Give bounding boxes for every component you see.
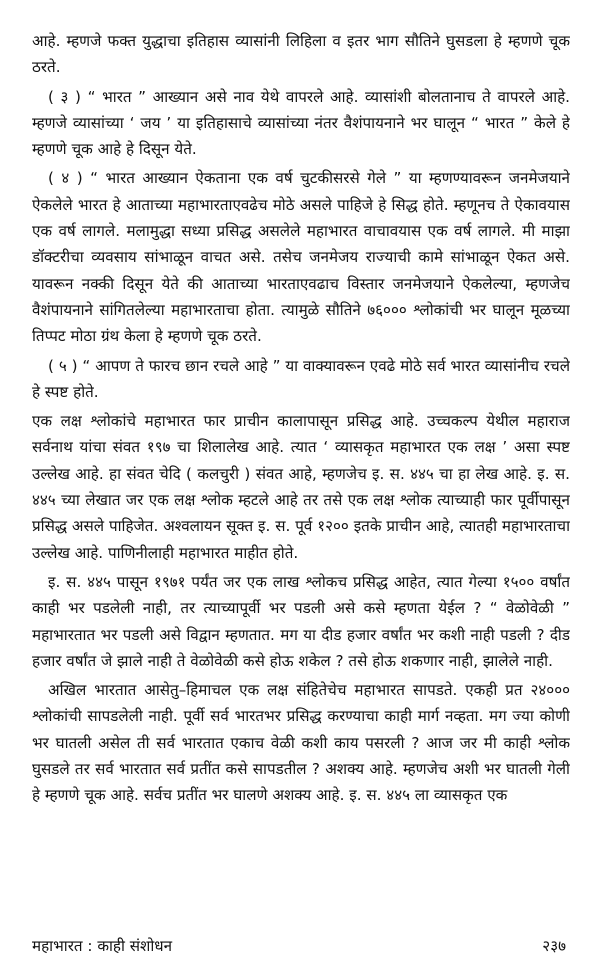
paragraph-point-3: ( ३ ) “ भारत ” आख्यान असे नाव येथे वापरले आहे. व्यासांशी बोलतानाच ते वापरले आहे. म्हणजे व्यासांच्या ‘ जय ’ या इतिहासाचे व्यासांच्या नंतर वैशंपायनाने भर घालून “ भारत ” केले हे म्हणणे चूक आहे हे दिसून येते.: [32, 87, 570, 159]
paragraph-point-5: ( ५ ) “ आपण ते फारच छान रचले आहे ” या वाक्यावरून एवढे मोठे सर्व भारत व्यासांनीच रचले हे स्पष्ट होते.: [32, 356, 570, 401]
paragraph-since-445: इ. स. ४४५ पासून १९७१ पर्यंत जर एक लाख श्लोकच प्रसिद्ध आहेत, त्यात गेल्या १५०० वर्षांत काही भर पडलेली नाही, तर त्याच्यापूर्वी भर पडली असे कसे म्हणता येईल ? “ वेळोवेळी ” महाभारतात भर पडली असे विद्वान म्हणतात. मग या दीड हजार वर्षांत भर कशी नाही पडली ? दीड हजार वर्षांत जे झाले नाही ते वेळोवेळी कसे होऊ शकेल ? तसे होऊ शकणार नाही, झालेले नाही.: [32, 572, 570, 670]
page-body: [32, 28, 570, 933]
paragraph-continuation: आहे. म्हणजे फक्त युद्धाचा इतिहास व्यासांनी लिहिला व इतर भाग सौतिने घुसडला हे म्हणणे चूक ठरते.: [32, 32, 570, 77]
paragraph-one-lakh-verses: एक लक्ष श्लोकांचे महाभारत फार प्राचीन कालापासून प्रसिद्ध आहे. उच्चकल्प येथील महाराज सर्वनाथ यांचा संवत १९७ चा शिलालेख आहे. त्यात ‘ व्यासकृत महाभारत एक लक्ष ’ असा स्पष्ट उल्लेख आहे. हा संवत चेदि ( कलचुरी ) संवत आहे, म्हणजेच इ. स. ४४५ चा हा लेख आहे. इ. स. ४४५ च्या लेखात जर एक लक्ष श्लोक म्हटले आहे तर तसे एक लक्ष श्लोक त्याच्याही फार पूर्वीपासून प्रसिद्ध असले पाहिजेत. अश्वलायन सूक्त इ. स. पूर्व १२०० इतके प्राचीन आहे, त्यातही महाभारताचा उल्लेख आहे. पाणिनीलाही महाभारत माहीत होते.: [32, 412, 570, 562]
running-title: महाभारत : काही संशोधन: [32, 937, 173, 955]
page-number: २३७: [542, 937, 566, 955]
paragraph-all-india: अखिल भारतात आसेतु–हिमाचल एक लक्ष संहितेचेच महाभारत सापडते. एकही प्रत २४००० श्लोकांची सापडलेली नाही. पूर्वी सर्व भारतभर प्रसिद्ध करण्याचा काही मार्ग नव्हता. मग ज्या कोणी भर घातली असेल ती सर्व भारतात एकाच वेळी कशी काय पसरली ? आज जर मी काही श्लोक घुसडले तर सर्व भारतात सर्व प्रतींत कसे सापडतील ? अशक्य आहे. म्हणजेच अशी भर घातली गेली हे म्हणणे चूक आहे. सर्वच प्रतींत भर घालणे अशक्य आहे. इ. स. ४४५ ला व्यासकृत एक: [32, 681, 570, 805]
page-footer: [32, 933, 566, 959]
paragraph-point-4: ( ४ ) “ भारत आख्यान ऐकताना एक वर्ष चुटकीसरसे गेले ” या म्हणण्यावरून जनमेजयाने ऐकलेले भारत हे आताच्या महाभारताएवढेच मोठे असले पाहिजे हे सिद्ध होते. म्हणूनच ते ऐकावयास एक वर्ष लागले. मलामुद्धा सध्या प्रसिद्ध असलेले महाभारत वाचावयास एक वर्ष लागले. मी माझा डॉक्टरीचा व्यवसाय सांभाळून वाचत असे. तसेच जनमेजय राज्याची कामे सांभाळून ऐकत असे. यावरून नक्की दिसून येते की आताच्या भारताएवढाच विस्तार जनमेजयाने ऐकलेल्या, म्हणजेच वैशंपायनाने सांगितलेल्या महाभारताचा होता. त्यामुळे सौतिने ७६००० श्लोकांची भर घालून मूळच्या तिप्पट मोठा ग्रंथ केला हे म्हणणे चूक ठरते.: [32, 169, 570, 346]
